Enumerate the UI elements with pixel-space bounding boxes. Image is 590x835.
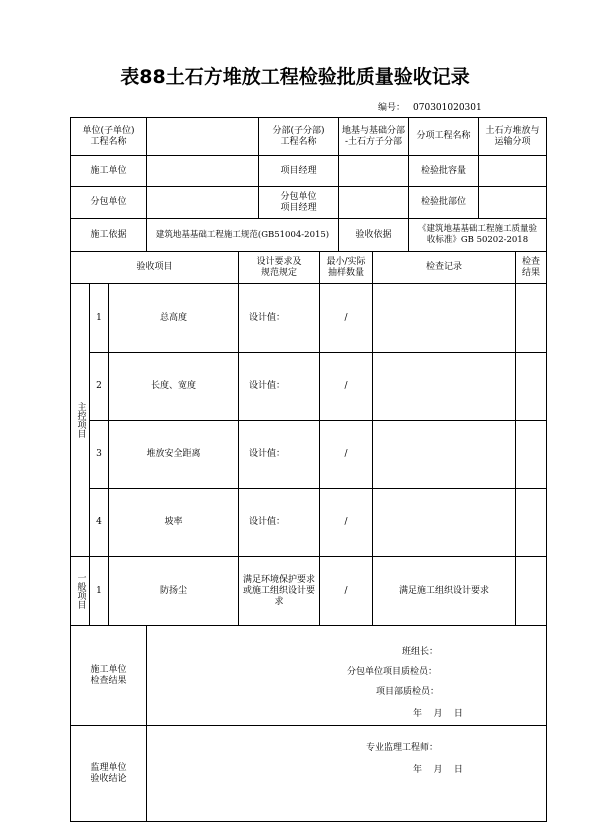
col-header-record: 检查记录 <box>373 252 516 284</box>
main-item-sample: / <box>320 284 373 353</box>
col-header-item: 验收项目 <box>71 252 239 284</box>
sub-inspector-signature: 分包单位项目质检员： <box>347 667 438 677</box>
main-item-design: 设计值： <box>239 489 320 557</box>
main-item-result[interactable] <box>516 284 547 353</box>
supervisor-conclusion-area[interactable] <box>147 726 547 822</box>
doc-number-label: 编号： <box>378 103 406 113</box>
supervisor-date: 年 月 日 <box>413 765 463 775</box>
main-items-group-label: 主控项目 <box>71 284 90 557</box>
subcontractor-label: 分包单位 <box>71 187 147 219</box>
main-item-design: 设计值： <box>239 353 320 421</box>
contractor-label: 施工单位 <box>71 156 147 187</box>
inspection-form <box>70 117 547 822</box>
main-item-name: 堆放安全距离 <box>109 421 239 489</box>
sub-project-manager-label: 分包单位 项目经理 <box>259 187 339 219</box>
main-item-result[interactable] <box>516 489 547 557</box>
col-header-result: 检查 结果 <box>516 252 547 284</box>
main-item-name: 坡率 <box>109 489 239 557</box>
supervisor-label: 监理单位 验收结论 <box>71 726 147 822</box>
main-item-sample: / <box>320 421 373 489</box>
doc-number-value: 070301020301 <box>413 103 482 113</box>
contractor-check-date: 年 月 日 <box>413 709 463 719</box>
project-manager-value[interactable] <box>339 156 409 187</box>
main-item-no: 4 <box>90 489 109 557</box>
batch-location-label: 检验批部位 <box>409 187 479 219</box>
batch-location-value[interactable] <box>479 187 547 219</box>
inspector-signature: 项目部质检员： <box>376 687 440 697</box>
main-item-no: 2 <box>90 353 109 421</box>
batch-capacity-label: 检验批容量 <box>409 156 479 187</box>
sub-project-manager-value[interactable] <box>339 187 409 219</box>
acceptance-basis-label: 验收依据 <box>339 219 409 252</box>
main-item-record[interactable] <box>373 284 516 353</box>
page-title: 表88土石方堆放工程检验批质量验收记录 <box>120 66 470 88</box>
main-item-sample: / <box>320 489 373 557</box>
main-item-record[interactable] <box>373 489 516 557</box>
main-item-record[interactable] <box>373 353 516 421</box>
general-item-result[interactable] <box>516 557 547 626</box>
batch-capacity-value[interactable] <box>479 156 547 187</box>
main-item-design: 设计值： <box>239 284 320 353</box>
main-item-record[interactable] <box>373 421 516 489</box>
division-name-value[interactable]: 地基与基础分部 -土石方子分部 <box>339 118 409 156</box>
construction-basis-value: 建筑地基基础工程施工规范(GB51004-2015) <box>147 219 339 252</box>
subitem-name-label: 分项工程名称 <box>409 118 479 156</box>
main-item-name: 总高度 <box>109 284 239 353</box>
supervisor-engineer-signature: 专业监理工程师： <box>366 743 439 753</box>
general-item-sample: / <box>320 557 373 626</box>
team-leader-signature: 班组长： <box>402 647 439 657</box>
unit-name-label: 单位(子单位) 工程名称 <box>71 118 147 156</box>
main-item-design: 设计值： <box>239 421 320 489</box>
general-item-no: 1 <box>90 557 109 626</box>
general-items-group-label: 一般项目 <box>71 557 90 626</box>
subitem-name-value[interactable]: 土石方堆放与 运输分项 <box>479 118 547 156</box>
contractor-check-label: 施工单位 检查结果 <box>71 626 147 726</box>
general-item-name: 防扬尘 <box>109 557 239 626</box>
main-item-result[interactable] <box>516 353 547 421</box>
general-item-design: 满足环境保护要求 或施工组织设计要 求 <box>239 557 320 626</box>
project-manager-label: 项目经理 <box>259 156 339 187</box>
division-name-label: 分部(子分部) 工程名称 <box>259 118 339 156</box>
subcontractor-value[interactable] <box>147 187 259 219</box>
main-item-sample: / <box>320 353 373 421</box>
doc-number <box>378 100 482 113</box>
acceptance-basis-value: 《建筑地基基础工程施工质量验 收标准》GB 50202-2018 <box>409 219 547 252</box>
col-header-sample: 最小/实际 抽样数量 <box>320 252 373 284</box>
construction-basis-label: 施工依据 <box>71 219 147 252</box>
unit-name-value[interactable] <box>147 118 259 156</box>
main-item-no: 3 <box>90 421 109 489</box>
general-item-record[interactable]: 满足施工组织设计要求 <box>373 557 516 626</box>
contractor-value[interactable] <box>147 156 259 187</box>
col-header-design: 设计要求及 规范规定 <box>239 252 320 284</box>
main-item-name: 长度、宽度 <box>109 353 239 421</box>
main-item-no: 1 <box>90 284 109 353</box>
main-item-result[interactable] <box>516 421 547 489</box>
